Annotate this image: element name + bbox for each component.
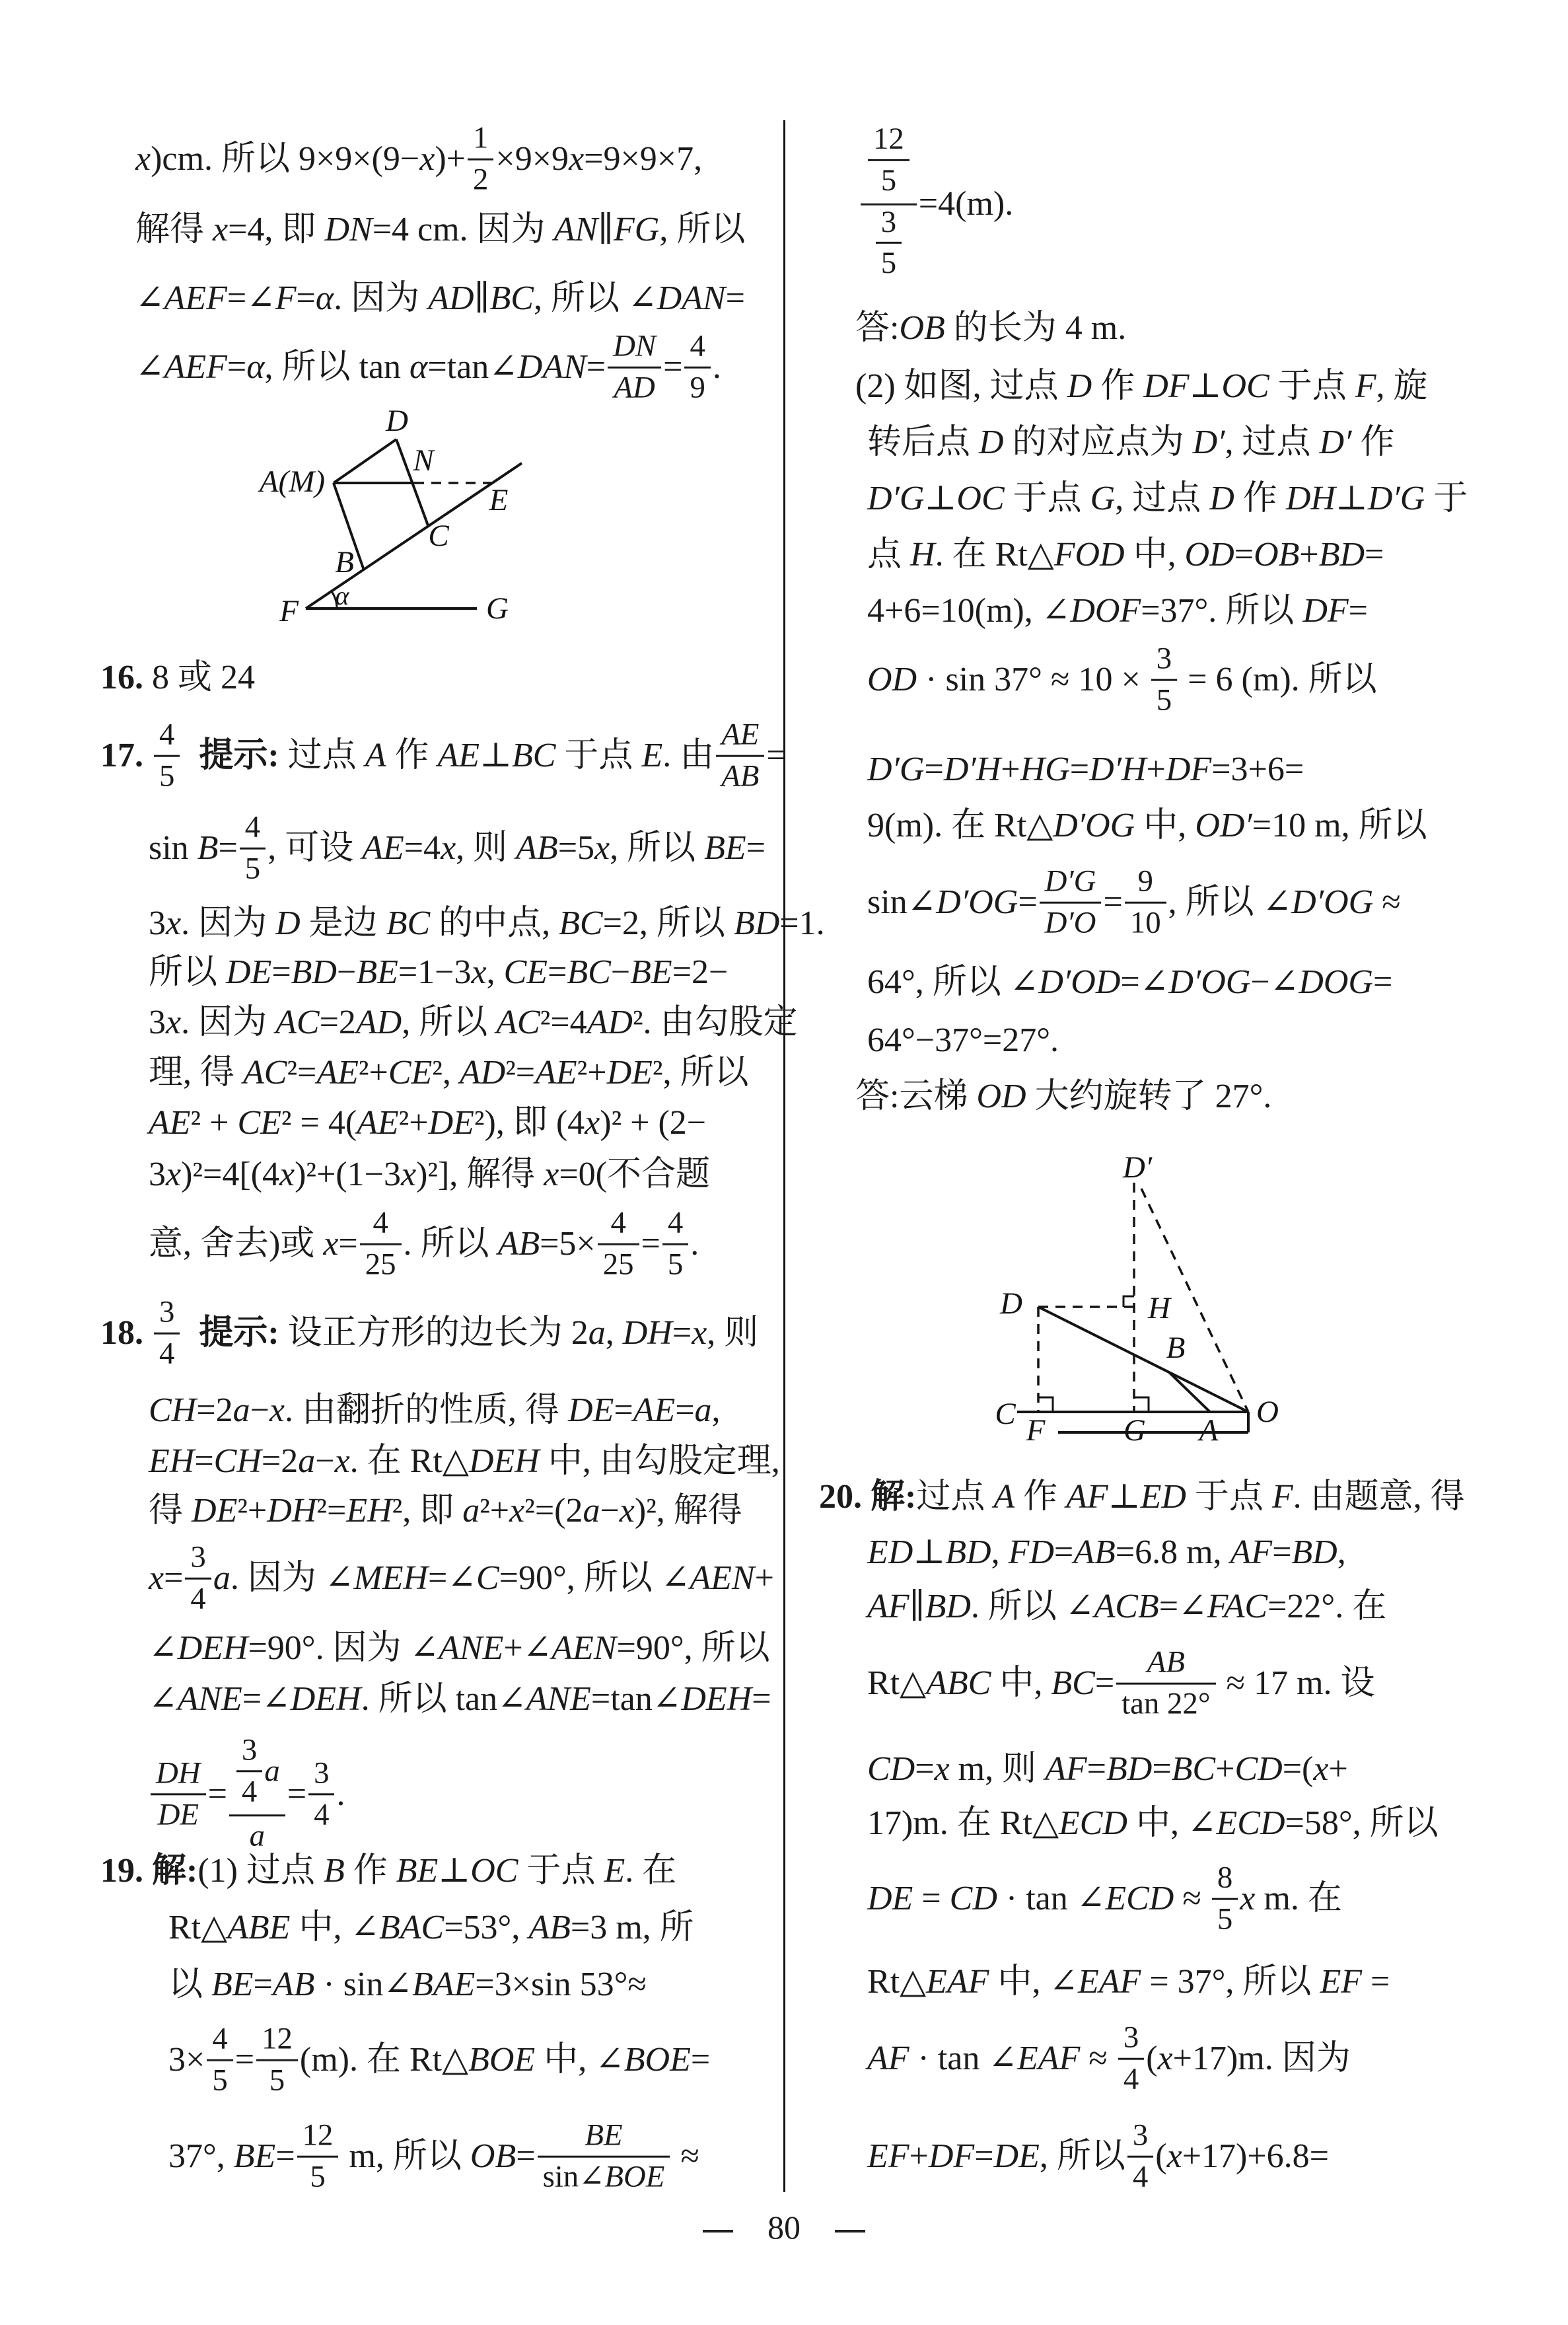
- bold-label: 19.: [100, 1852, 143, 1890]
- right-column-line: (2) 如图, 过点 D 作 DF⊥OC 于点 F, 旋: [855, 367, 1428, 406]
- fraction: $\frac{4}{5}$: [207, 2022, 232, 2099]
- right-column-line: DE = CD · tan ∠ECD ≈ $\frac{8}{5}$ x m. 在: [867, 1860, 1342, 1937]
- d1-label-D: D: [386, 404, 408, 438]
- fraction: $\frac{BE}{\text{sin∠BOE}}$: [538, 2118, 670, 2196]
- d2-label-A: A: [1199, 1413, 1219, 1448]
- right-column-line: Rt△EAF 中, ∠EAF = 37°, 所以 EF =: [867, 1963, 1390, 2001]
- d2-label-C: C: [995, 1397, 1016, 1431]
- left-column-line: 18. $\frac{3}{4}$ 提示: 设正方形的边长为 2a, DH=x, 则: [100, 1294, 759, 1371]
- diagram-ladder: [971, 1150, 1285, 1490]
- d1-label-E: E: [489, 483, 509, 517]
- left-column-line: 3x)²=4[(4x)²+(1−3x)²], 解得 x=0(不合题: [149, 1156, 711, 1194]
- d2-label-H: H: [1148, 1291, 1170, 1325]
- right-column-line: Rt△ABC 中, BC= $\frac{AB}{\tan 22^\circ}$ ≈ 17 m. 设: [867, 1644, 1375, 1721]
- fraction: $\frac{DH}{DE}$: [151, 1756, 206, 1833]
- fraction: $\frac{4}{5}$: [662, 1206, 688, 1283]
- right-column-line: 答:OB 的长为 4 m.: [855, 309, 1127, 348]
- d1-label-N: N: [413, 443, 434, 478]
- left-column-line: 3x. 因为 D 是边 BC 的中点, BC=2, 所以 BD=1.: [149, 904, 825, 943]
- d2-label-O: O: [1256, 1395, 1279, 1429]
- left-column-line: sin B= $\frac{4}{5}$ , 可设 AE=4x, 则 AB=5x, 所以 BE=: [149, 809, 766, 886]
- fraction: $\frac{9}{10}$: [1125, 864, 1166, 941]
- bold-label: 解:: [152, 1852, 198, 1890]
- fraction: $\frac{3}{5}$: [876, 205, 902, 282]
- left-column-line: AE² + CE² = 4(AE²+DE²), 即 (4x)² + (2−: [149, 1104, 707, 1142]
- right-column-line: 17)m. 在 Rt△ECD 中, ∠ECD=58°, 所以: [867, 1804, 1439, 1843]
- bold-label: 17.: [100, 736, 143, 774]
- right-column-line: EF+DF=DE, 所以 $\frac{3}{4}$ (x+17)+6.8=: [867, 2118, 1329, 2194]
- bold-label: 解:: [871, 1478, 917, 1516]
- fraction: $\frac{4}{5}$: [154, 718, 180, 795]
- right-column-line: 4+6=10(m), ∠DOF=37°. 所以 DF=: [867, 592, 1368, 630]
- left-column-line: 意, 舍去)或 x= $\frac{4}{25}$ . 所以 AB=5× $\frac{4}{25}$ = $\frac{4}{5}$ .: [149, 1205, 699, 1282]
- diagram-parallelogram: [251, 396, 555, 647]
- fraction: $\frac{AB}{\tan 22^\circ}$: [1116, 1645, 1215, 1722]
- left-column-line: ∠AEF=α, 所以 tan α=tan∠DAN= $\frac{DN}{AD}$ = $\frac{4}{9}$ .: [135, 328, 721, 405]
- d1-label-F: F: [279, 594, 299, 628]
- bold-label: 18.: [100, 1313, 143, 1352]
- footer-dash-left: [703, 2230, 733, 2233]
- right-column-line: 答:云梯 OD 大约旋转了 27°.: [855, 1078, 1272, 1116]
- right-column-line: sin∠D′OG= $\frac{D'G}{D'O}$ = $\frac{9}{10}$ , 所以 ∠D′OG ≈: [867, 864, 1401, 940]
- d2-label-G: G: [1123, 1413, 1146, 1448]
- d1-label-alpha: α: [335, 581, 349, 610]
- fraction: $\frac{4}{5}$: [240, 810, 266, 887]
- bold-label: 20.: [819, 1478, 862, 1516]
- left-column-line: x)cm. 所以 9×9×(9−x)+ $\frac{1}{2}$ ×9×9x=9×9×7,: [135, 120, 703, 197]
- right-column-line: 9(m). 在 Rt△D′OG 中, OD′=10 m, 所以: [867, 807, 1427, 845]
- fraction: $\frac{3}{5}$: [1151, 642, 1177, 719]
- bold-label: 16.: [100, 659, 143, 697]
- page-number: 80: [767, 2209, 801, 2246]
- fraction: $\frac{8}{5}$: [1212, 1861, 1238, 1938]
- left-column-line: EH=CH=2a−x. 在 Rt△DEH 中, 由勾股定理,: [149, 1442, 780, 1481]
- d2-label-D: D: [1000, 1286, 1022, 1321]
- fraction: $\frac{12}{5}$: [256, 2022, 298, 2099]
- right-column-line: D′G⊥OC 于点 G, 过点 D 作 DH⊥D′G 于: [867, 480, 1468, 518]
- fraction: $\frac{4}{25}$: [598, 1206, 639, 1283]
- right-column-line: 64°, 所以 ∠D′OD=∠D′OG−∠DOG=: [867, 963, 1393, 1002]
- left-column-line: 3x. 因为 AC=2AD, 所以 AC²=4AD². 由勾股定: [149, 1004, 798, 1042]
- fraction: $\frac{AE}{AB}$: [716, 718, 764, 795]
- fraction: $\frac{12}{5}$: [297, 2118, 339, 2196]
- left-column-line: ∠DEH=90°. 因为 ∠ANE+∠AEN=90°, 所以: [149, 1629, 770, 1668]
- right-column-line: ED⊥BD, FD=AB=6.8 m, AF=BD,: [867, 1533, 1346, 1572]
- left-column-line: CH=2a−x. 由翻折的性质, 得 DE=AE=a,: [149, 1391, 721, 1430]
- right-column-line: 转后点 D 的对应点为 D′, 过点 D′ 作: [867, 424, 1395, 462]
- d2-label-F: F: [1026, 1413, 1046, 1448]
- left-column-line: 19. 解:(1) 过点 B 作 BE⊥OC 于点 E. 在: [100, 1852, 677, 1890]
- right-column-line: 64°−37°=27°.: [867, 1021, 1059, 1060]
- left-column-line: 理, 得 AC²=AE²+CE², AD²=AE²+DE², 所以: [149, 1054, 749, 1092]
- right-column-line: CD=x m, 则 AF=BD=BC+CD=(x+: [867, 1750, 1348, 1789]
- right-column-line: AF∥BD. 所以 ∠ACB=∠FAC=22°. 在: [867, 1588, 1387, 1626]
- fraction: $\frac{D'G}{D'O}$: [1040, 864, 1102, 941]
- right-column-line: AF · tan ∠EAF ≈ $\frac{3}{4}$ (x+17)m. 因为: [867, 2020, 1351, 2096]
- left-column-line: 所以 DE=BD−BE=1−3x, CE=BC−BE=2−: [149, 953, 729, 992]
- left-column-line: 以 BE=AB · sin∠BAE=3×sin 53°≈: [168, 1966, 647, 2004]
- fraction: $\frac{12}{5}$: [868, 122, 909, 199]
- left-column-line: 得 DE²+DH²=EH², 即 a²+x²=(2a−x)², 解得: [149, 1492, 742, 1530]
- left-column-line: ∠AEF=∠F=α. 因为 AD∥BC, 所以 ∠DAN=: [135, 279, 745, 318]
- left-column-line: x= $\frac{3}{4}$ a. 因为 ∠MEH=∠C=90°, 所以 ∠AEN+: [149, 1539, 774, 1616]
- fraction: [861, 121, 917, 284]
- left-column-line: 16. 8 或 24: [100, 659, 256, 697]
- left-column-line: 3× $\frac{4}{5}$ = $\frac{12}{5}$ (m). 在 Rt△BOE 中, ∠BOE=: [168, 2021, 711, 2098]
- left-column-line: 17. $\frac{4}{5}$ 提示: 过点 A 作 AE⊥BC 于点 E. 由 $\frac{AE}{AB}$ =: [100, 717, 786, 793]
- bold-label: 提示:: [199, 1313, 279, 1352]
- fraction: $\frac{3}{4}$: [185, 1540, 211, 1617]
- page-footer: [0, 2208, 1568, 2246]
- left-column-line: 37°, BE= $\frac{12}{5}$ m, 所以 OB= $\frac{BE}{\text{sin∠BOE}}$ ≈: [168, 2118, 699, 2194]
- fraction: $\frac{3}{4}$: [236, 1732, 262, 1810]
- column-divider: [783, 120, 785, 2192]
- left-column-line: ∠ANE=∠DEH. 所以 tan∠ANE=tan∠DEH=: [149, 1680, 771, 1718]
- footer-dash-right: [835, 2230, 865, 2233]
- d1-label-A: A(M): [259, 464, 325, 499]
- left-column-line: $\frac{DH}{DE}$ = $\frac{3}{4}$ a a = $\frac{3}{4}$ .: [149, 1738, 345, 1856]
- d1-label-C: C: [428, 519, 449, 553]
- right-column-line: 点 H. 在 Rt△FOD 中, OD=OB+BD=: [867, 536, 1384, 574]
- d1-label-G: G: [486, 591, 509, 626]
- fraction: $\frac{3}{4}$: [308, 1756, 334, 1833]
- fraction: $\frac{DN}{AD}$: [608, 329, 661, 406]
- d1-label-B: B: [335, 545, 354, 579]
- fraction: $\frac{3}{4}$: [154, 1295, 180, 1372]
- fraction: $\frac{4}{25}$: [360, 1206, 402, 1283]
- right-column-line: OD · sin 37° ≈ 10 × $\frac{3}{5}$ = 6 (m). 所以: [867, 641, 1377, 718]
- fraction: $\frac{3}{4}$ a a: [229, 1735, 285, 1853]
- bold-label: 提示:: [199, 736, 279, 774]
- left-column-line: Rt△ABE 中, ∠BAC=53°, AB=3 m, 所: [168, 1909, 694, 1947]
- fraction: $\frac{4}{9}$: [684, 329, 710, 406]
- d2-label-B: B: [1166, 1331, 1186, 1365]
- d2-label-Dprime: D′: [1122, 1150, 1153, 1185]
- fraction: $\frac{3}{4}$: [1118, 2020, 1144, 2098]
- fraction: $\frac{3}{4}$: [1127, 2118, 1153, 2196]
- left-column-line: 解得 x=4, 即 DN=4 cm. 因为 AN∥FG, 所以: [135, 211, 746, 249]
- right-column-line: $\frac{\frac{12}{5}}{\frac{3}{5}}$ =4(m).: [859, 127, 1013, 287]
- right-column-line: D′G=D′H+HG=D′H+DF=3+6=: [867, 751, 1304, 789]
- fraction: $\frac{1}{2}$: [468, 121, 493, 198]
- right-column-line: 20. 解:过点 A 作 AF⊥ED 于点 F. 由题意, 得: [819, 1478, 1465, 1516]
